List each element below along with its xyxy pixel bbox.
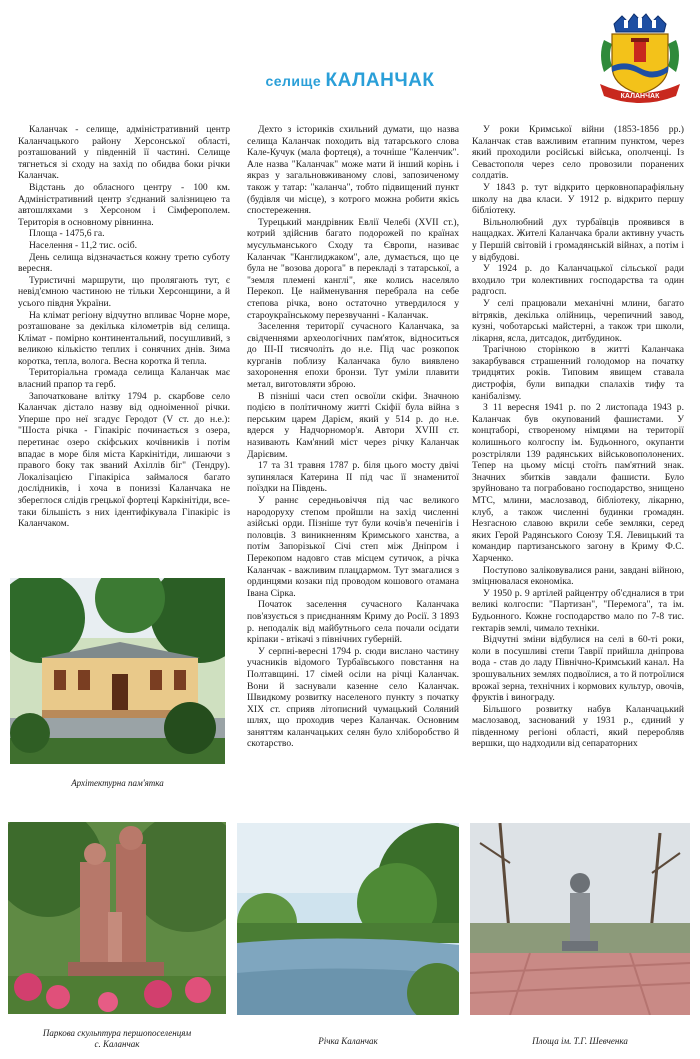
paragraph: У селі працювали механічні млини, багато вітряків, декілька олійниць, черепичний завод, кузні, чоботарські майстерні, а також три школи, лікарня, ясла, дитсадок, дитбудинок. (472, 297, 684, 344)
paragraph: Більшого розвитку набув Каланчацький маслозавод, заснований у 1931 р., єдиний у південному регіоні області, який переробляв вершки, що надходили від сепараторних (472, 703, 684, 750)
paragraph: Відчутні зміни відбулися на селі в 60-ті роки, коли в посушливі степи Таврії прийшла дніпрова вода - став до ладу Північно-Кримський канал. На зрошувальних землях подвоїлися, а то й потроїлися врожаї зерна, технічних і кормових культур, овочів, фруктів і винограду. (472, 634, 684, 704)
paragraph: День селища відзначається кожну третю суботу вересня. (18, 251, 230, 275)
paragraph: Трагічною сторінкою в житті Каланчака закарбувався страшенний голодомор на початку тридцятих років. Типовим явищем ставала дистрофія, були випадки спалахів тифу та канібалізму. (472, 344, 684, 402)
paragraph: Дехто з істориків схильний думати, що назва селища Каланчак походить від татарського слова Кале-Кучук (мала фортеця), а точніше "Каленчик". Але назва "Каланчак" може мати й інший корінь і якраз у загальновживаному слові, запозиченому також у татар: "каланча", тобто підвищений пункт (будівля чи місце), з котрого можна робити якісь спостереження. (247, 124, 459, 217)
caption-sculpture-line2: с. Каланчак (94, 1039, 140, 1049)
paragraph: В пізніші часи степ освоїли скіфи. Значною подією в політичному житті Скіфії була війна з перським царем Дарієм, який у 514 р. до н.е. вдерся у Надчорномор'я. Автори XVIII ст. називають Кам'яний міст через річку Каланчак Дарієвим. (247, 390, 459, 460)
title-name: КАЛАНЧАК (325, 70, 435, 91)
caption-river: Річка Каланчак (318, 1036, 378, 1046)
paragraph: У 1950 р. 9 артілей райцентру об'єдналися в три великі колгоспи: "Партизан", "Перемога", та ім. Будьонного. Кожне господарство мало по 7-8 тис. гектарів землі, чимало техніки. (472, 587, 684, 634)
paragraph: Територіальна громада селища Каланчак має власний прапор та герб. (18, 367, 230, 391)
title-prefix: селище (265, 73, 326, 89)
paragraph: Початок заселення сучасного Каланчака пов'язується з приєднанням Криму до Росії. З 1893 р. неподалік від майбутнього села почали осідати кріпаки - втікачі з північних губерній. (247, 599, 459, 646)
paragraph: У 1924 р. до Каланчацької сільської ради входило три колективних господарства та один радгосп. (472, 263, 684, 298)
paragraph: Відстань до обласного центру - 100 км. Адміністративний центр з'єднаний залізницею та автошляхами з Херсоном і Сімферополем. Територія в основному рівнинна. (18, 181, 230, 228)
paragraph: Площа - 1475,6 га. (29, 228, 105, 240)
text-column-1 (18, 124, 230, 564)
paragraph: Поступово заліковувалися рани, завдані війною, зміцнювалася економіка. (472, 564, 684, 588)
square-photo (470, 823, 690, 1015)
paragraph: 17 та 31 травня 1787 р. біля цього мосту двічі зупинялася Катерина II під час її знаменитої поїздки на Південь. (247, 460, 459, 495)
caption-sculpture-line1: Паркова скульптура першопоселенцям (42, 1028, 192, 1038)
sculpture-photo (8, 822, 226, 1014)
paragraph: У раннє середньовіччя під час великого народоруху степом пройшли на захід численні азійські орди. Пізніше тут були кочів'я печенігів і половців. З виникненням Кримського ханства, а потім Запорізької Січі степ між Дніпром і Перекопом надовго став місцем сутичок, а річка Каланчак - важливим плацдармом. Тут змагалися з ординцями козаки під проводом кошового отамана Івана Сірка. (247, 495, 459, 599)
paragraph: У серпні-вересні 1794 р. сюди вислано частину учасників відомого Турбаївського повстання на Полтавщині. 17 сімей осіли на річці Каланчак. Вони й заснували казенне село Каланчак. Швидкому розвитку населеного пункту з початку XIX ст. сприяв літописний чумацький Соляний шлях, що проходив через Каланчак. Основним заняттям каланчацьких селян було хліборобство й скотарство. (247, 645, 459, 750)
paragraph: Вільнолюбний дух турбаївців проявився в нащадках. Жителі Каланчака брали активну участь у Першій світовій і громадянській війнах, а потім і у відбудові. (472, 216, 684, 263)
paragraph: Туристичні маршрути, що пролягають тут, є невід'ємною частиною не тільки Херсонщини, а й усього півдня України. (18, 274, 230, 309)
caption-sculpture (8, 1028, 226, 1050)
paragraph: Каланчак - селище, адміністративний центр Каланчацького району Херсонської області, розташований у південній її частині. Селище тягнеться зі сходу на захід по обидва боки річки Каланчак. (18, 124, 230, 182)
paragraph: З 11 вересня 1941 р. по 2 листопада 1943 р. Каланчак був окупований фашистами. У концтаборі, створеному німцями на території колишнього колгоспу ім. Будьонного, окупанти розстріляли 139 радянських військовополонених. Тепер на цьому місці стоїть пам'ятний знак. Значних збитків завдали фашисти. Було зруйновано та пограбовано господарство, знищено МТС, млини, маслозавод, бібліотеку, лікарню, клуб, а також численні будинки громадян. Незгасною славою вкрили себе земляки, серед яких Герой Радянського Союзу Т.Я. Левицький та командир партизанського загону в Криму Ф.С. Харченко. (472, 402, 684, 564)
caption-square: Площа ім. Т.Г. Шевченка (532, 1036, 628, 1046)
page-title (0, 70, 700, 92)
paragraph: У 1843 р. тут відкрито церковнопарафіяльну школу на два класи. У 1912 р. відкрито першу бібліотеку. (472, 181, 684, 217)
river-photo (237, 823, 459, 1015)
paragraph: Населення - 11,2 тис. осіб. (29, 239, 137, 251)
paragraph: Турецький мандрівник Евлії Челебі (XVII ст.), котрий здійснив багато подорожей по країнах мусульманського Сходу та Європи, називає Каланчак "Канглиджаком", але, думається, що це була не "возова дорога" в перекладі з татарської, а "земля племені канглі", яке колись населяло Перекоп. Це найменування перебрала на себе степова річка, воно остаточно утвердилося у староукраїнському перезвучанні - Каланчак. (247, 216, 459, 321)
text-column-2 (247, 124, 459, 814)
caption-architecture: Архітектурна пам'ятка (71, 778, 164, 788)
paragraph: У роки Кримської війни (1853-1856 рр.) Каланчак став важливим етапним пунктом, через який проходили російські війська, ополченці. Із Севастополя через село провозили поранених солдатів. (472, 124, 684, 182)
paragraph: На клімат регіону відчутно впливає Чорне море, розташоване за декілька кілометрів від селища. Клімат - помірно континентальний, посушливий, з великою кількістю теплих і сонячних днів. Зима коротка, тепла, волога. Весна коротка й тепла. (18, 309, 230, 367)
paragraph: Започатковане влітку 1794 р. скарбове село Каланчак дістало назву від одноіменної річки. Уперше про неї згадує Геродот (V ст. до н.е.): "Шоста річка - Гіпакіріс починається з озера, перетинає озеро скіфських кочівників і потім впадає в море біля міста Каркінітіди, лишаючи з правого боку так званий Ахіллів біг" (Тендру). Локалізацією Гіпакіріса займалося багато дослідників, і хоча в пониззі Каланчака не збереглося слідів грецької фортеці Каркінітіди, все-таки більшість з них ідентифікувала Гіпакіріс із Каланчаком. (18, 390, 230, 530)
paragraph: Заселення території сучасного Каланчака, за свідченнями археологічних пам'яток, відноситься до III-II тисячоліть до н.е. Під час розкопок курганів поблизу Каланчака було виявлено захоронення епохи бронзи. Тут уміли плавити метал, виготовляти зброю. (247, 321, 459, 391)
text-column-3 (472, 124, 684, 814)
architecture-photo (10, 578, 225, 764)
crest-banner-text: КАЛАНЧАК (620, 93, 660, 100)
